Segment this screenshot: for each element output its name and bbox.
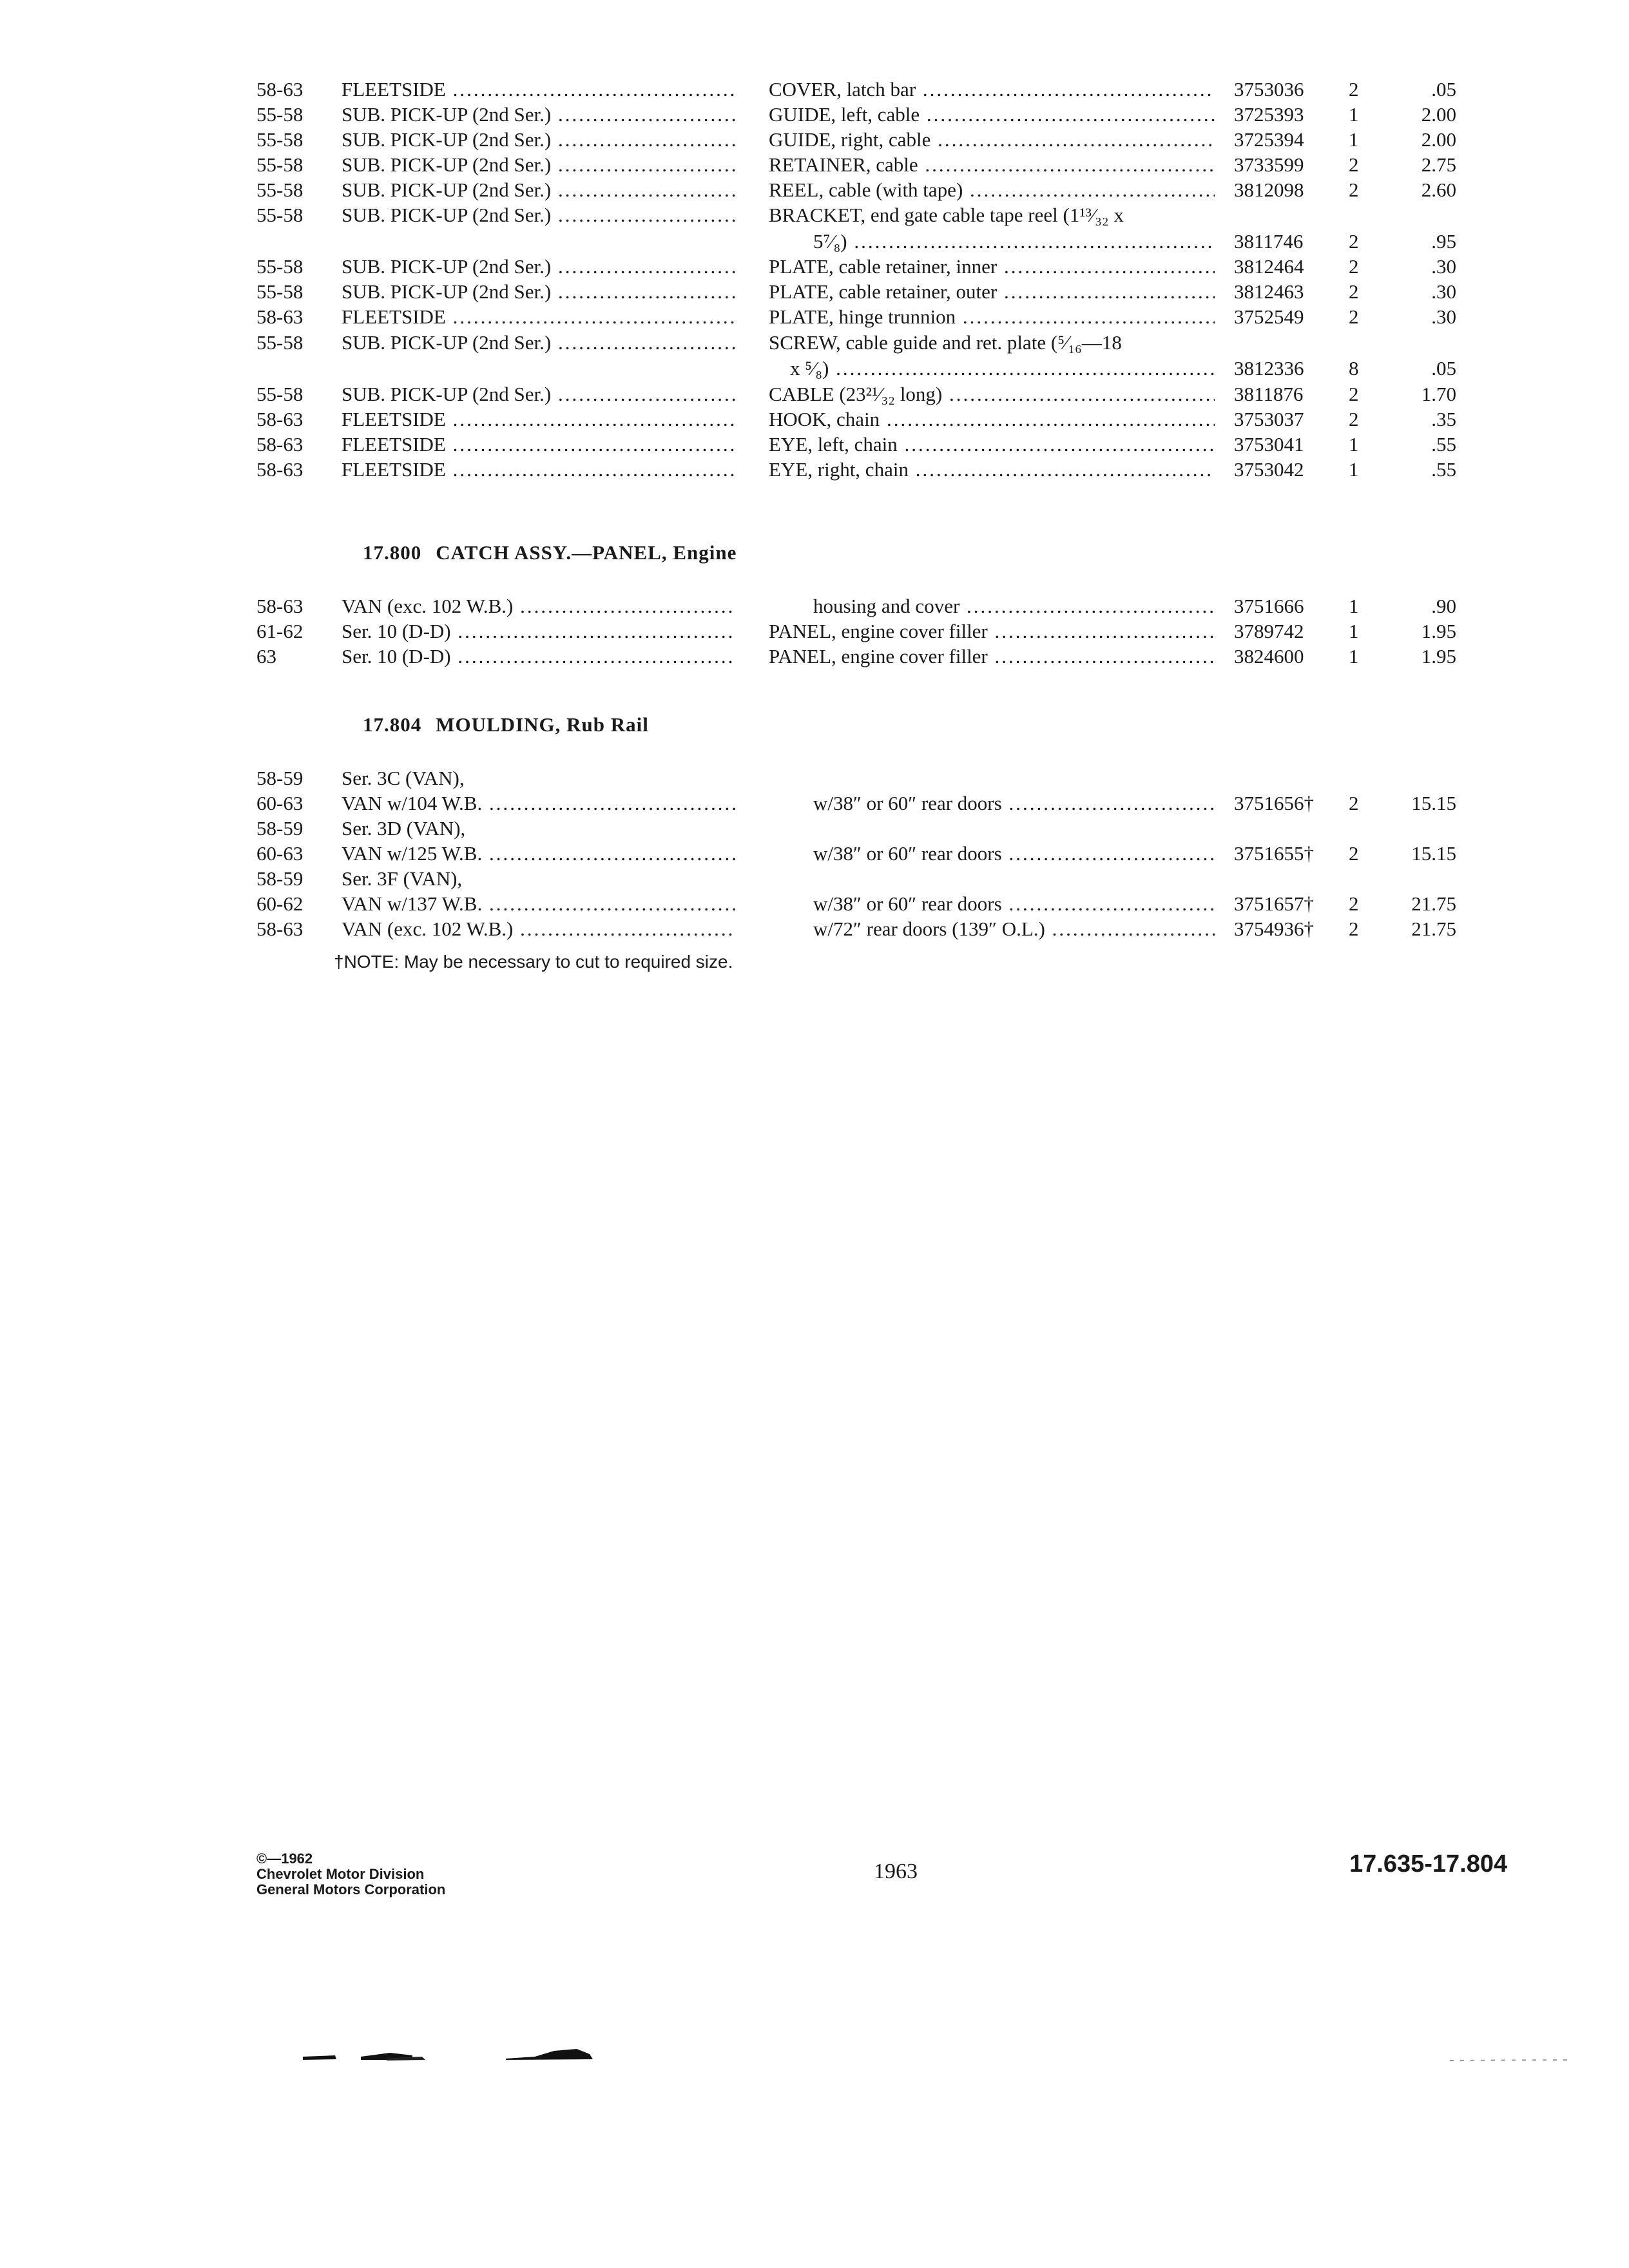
years-cell: 55-58 — [256, 103, 304, 126]
years-cell: 55-58 — [256, 331, 304, 354]
description-cell: GUIDE, right, cable ..... — [769, 127, 1215, 153]
table-row — [0, 330, 1629, 356]
section-title: CATCH ASSY.—PANEL, Engine — [436, 541, 737, 564]
table-row — [0, 791, 1629, 816]
application-cell: FLEETSIDE ..... — [342, 432, 736, 457]
table-row — [0, 407, 1629, 432]
quantity-cell: 2 — [1349, 408, 1359, 430]
part-number-cell: 3812098 — [1234, 178, 1304, 201]
catalog-year: 1963 — [874, 1860, 918, 1883]
years-cell: 60-63 — [256, 792, 304, 814]
quantity-cell: 2 — [1349, 842, 1359, 865]
price-cell: .30 — [1431, 255, 1456, 278]
part-number-cell: 3751666 — [1234, 595, 1304, 617]
application-cell: SUB. PICK-UP (2nd Ser.) ..... — [342, 254, 736, 280]
copyright-corporation: General Motors Corporation — [256, 1881, 446, 1898]
footnote: †NOTE: May be necessary to cut to required size. — [334, 952, 733, 972]
years-cell: 55-58 — [256, 153, 304, 176]
price-cell: .35 — [1431, 408, 1456, 430]
table-row — [0, 356, 1629, 381]
description-cell: housing and cover ..... — [813, 593, 1215, 619]
table-row — [0, 381, 1629, 407]
part-number-cell: 3812464 — [1234, 255, 1304, 278]
application-cell: SUB. PICK-UP (2nd Ser.) ..... — [342, 279, 736, 305]
price-cell: .30 — [1431, 305, 1456, 328]
price-cell: 21.75 — [1411, 892, 1456, 915]
section-heading-17-804 — [363, 712, 649, 738]
part-number-cell: 3751655† — [1234, 842, 1314, 865]
quantity-cell: 2 — [1349, 918, 1359, 940]
table-row — [0, 891, 1629, 917]
years-cell: 55-58 — [256, 280, 304, 303]
years-cell: 55-58 — [256, 178, 304, 201]
table-row — [0, 593, 1629, 619]
price-cell: .90 — [1431, 595, 1456, 617]
application-cell: VAN w/125 W.B. ..... — [342, 841, 736, 867]
application-cell: VAN (exc. 102 W.B.) ..... — [342, 916, 736, 942]
application-cell: FLEETSIDE ..... — [342, 407, 736, 432]
table-row — [0, 229, 1629, 255]
application-cell: Ser. 3F (VAN), — [342, 867, 463, 890]
price-cell: .55 — [1431, 433, 1456, 456]
description-cell: 5⁷⁄₈) ..... — [813, 229, 1215, 255]
quantity-cell: 1 — [1349, 645, 1359, 668]
part-number-cell: 3812336 — [1234, 357, 1304, 380]
application-cell: SUB. PICK-UP (2nd Ser.) ..... — [342, 381, 736, 407]
description-cell: COVER, latch bar ..... — [769, 77, 1215, 102]
years-cell: 58-63 — [256, 305, 304, 328]
part-number-cell: 3811746 — [1234, 230, 1304, 253]
table-row — [0, 304, 1629, 330]
price-cell: .05 — [1431, 78, 1456, 101]
part-number-cell: 3725393 — [1234, 103, 1304, 126]
price-cell: .55 — [1431, 458, 1456, 481]
years-cell: 55-58 — [256, 204, 304, 226]
quantity-cell: 1 — [1349, 595, 1359, 617]
table-row — [0, 279, 1629, 305]
price-cell: 1.95 — [1421, 620, 1456, 642]
description-cell: PLATE, hinge trunnion ..... — [769, 304, 1215, 330]
table-row — [0, 457, 1629, 483]
section-number: 17.804 — [363, 713, 422, 736]
quantity-cell: 2 — [1349, 892, 1359, 915]
application-cell: SUB. PICK-UP (2nd Ser.) ..... — [342, 177, 736, 203]
section-heading-17-800 — [363, 540, 737, 566]
quantity-cell: 2 — [1349, 255, 1359, 278]
quantity-cell: 2 — [1349, 792, 1359, 814]
part-number-cell: 3753041 — [1234, 433, 1304, 456]
description-cell: EYE, right, chain ..... — [769, 457, 1215, 483]
part-number-cell: 3725394 — [1234, 128, 1304, 151]
quantity-cell: 1 — [1349, 620, 1359, 642]
quantity-cell: 2 — [1349, 153, 1359, 176]
description-cell: PANEL, engine cover filler ..... — [769, 619, 1215, 644]
part-number-cell: 3753042 — [1234, 458, 1304, 481]
application-cell: VAN w/104 W.B. ..... — [342, 791, 736, 816]
description-cell: HOOK, chain ..... — [769, 407, 1215, 432]
scan-artifact-marks — [0, 2030, 1629, 2068]
part-number-cell: 3754936† — [1234, 918, 1314, 940]
table-row — [0, 866, 1629, 892]
table-row — [0, 644, 1629, 669]
application-cell: FLEETSIDE ..... — [342, 457, 736, 483]
part-number-cell: 3733599 — [1234, 153, 1304, 176]
price-cell: 2.00 — [1421, 103, 1456, 126]
description-cell: PLATE, cable retainer, outer ..... — [769, 279, 1215, 305]
application-cell: FLEETSIDE ..... — [342, 304, 736, 330]
application-cell: SUB. PICK-UP (2nd Ser.) ..... — [342, 202, 736, 228]
application-cell: SUB. PICK-UP (2nd Ser.) ..... — [342, 330, 736, 356]
years-cell: 55-58 — [256, 383, 304, 405]
application-cell: SUB. PICK-UP (2nd Ser.) ..... — [342, 152, 736, 178]
years-cell: 58-59 — [256, 867, 304, 890]
application-cell: VAN (exc. 102 W.B.) ..... — [342, 593, 736, 619]
quantity-cell: 1 — [1349, 433, 1359, 456]
part-number-cell: 3752549 — [1234, 305, 1304, 328]
table-row — [0, 77, 1629, 102]
price-cell: 21.75 — [1411, 918, 1456, 940]
table-row — [0, 202, 1629, 228]
part-number-cell: 3789742 — [1234, 620, 1304, 642]
price-cell: 2.60 — [1421, 178, 1456, 201]
description-cell: REEL, cable (with tape) ..... — [769, 177, 1215, 203]
description-cell: SCREW, cable guide and ret. plate (⁵⁄₁₆—18 — [769, 331, 1122, 354]
years-cell: 58-63 — [256, 433, 304, 456]
table-row — [0, 432, 1629, 457]
description-cell: x ⁵⁄₈) ..... — [790, 356, 1215, 381]
description-cell: CABLE (23²¹⁄₃₂ long) ..... — [769, 381, 1215, 407]
copyright-division: Chevrolet Motor Division — [256, 1866, 425, 1882]
years-cell: 61-62 — [256, 620, 304, 642]
table-row — [0, 102, 1629, 128]
part-number-cell: 3824600 — [1234, 645, 1304, 668]
quantity-cell: 2 — [1349, 178, 1359, 201]
part-number-cell: 3811876 — [1234, 383, 1304, 405]
years-cell: 58-63 — [256, 595, 304, 617]
price-cell: 15.15 — [1411, 792, 1456, 814]
quantity-cell: 2 — [1349, 305, 1359, 328]
price-cell: 15.15 — [1411, 842, 1456, 865]
description-cell: EYE, left, chain ..... — [769, 432, 1215, 457]
description-cell: w/38″ or 60″ rear doors ..... — [813, 841, 1215, 867]
application-cell: FLEETSIDE ..... — [342, 77, 736, 102]
table-row — [0, 816, 1629, 841]
price-cell: 1.70 — [1421, 383, 1456, 405]
application-cell: Ser. 10 (D-D) ..... — [342, 619, 736, 644]
table-row — [0, 916, 1629, 942]
application-cell: SUB. PICK-UP (2nd Ser.) ..... — [342, 102, 736, 128]
price-cell: .95 — [1431, 230, 1456, 253]
years-cell: 58-63 — [256, 458, 304, 481]
description-cell: w/38″ or 60″ rear doors ..... — [813, 791, 1215, 816]
table-row — [0, 127, 1629, 153]
quantity-cell: 2 — [1349, 280, 1359, 303]
years-cell: 63 — [256, 645, 276, 668]
price-cell: 2.00 — [1421, 128, 1456, 151]
part-number-cell: 3751656† — [1234, 792, 1314, 814]
price-cell: 2.75 — [1421, 153, 1456, 176]
description-cell: BRACKET, end gate cable tape reel (1¹³⁄₃₂ x — [769, 204, 1124, 226]
years-cell: 58-63 — [256, 918, 304, 940]
description-cell: GUIDE, left, cable ..... — [769, 102, 1215, 128]
price-cell: 1.95 — [1421, 645, 1456, 668]
table-row — [0, 152, 1629, 178]
description-cell: w/38″ or 60″ rear doors ..... — [813, 891, 1215, 917]
quantity-cell: 1 — [1349, 458, 1359, 481]
years-cell: 58-59 — [256, 817, 304, 840]
application-cell: Ser. 3C (VAN), — [342, 767, 465, 789]
years-cell: 55-58 — [256, 128, 304, 151]
part-number-cell: 3751657† — [1234, 892, 1314, 915]
price-cell: .05 — [1431, 357, 1456, 380]
years-cell: 58-63 — [256, 408, 304, 430]
price-cell: .30 — [1431, 280, 1456, 303]
table-row — [0, 254, 1629, 280]
application-cell: VAN w/137 W.B. ..... — [342, 891, 736, 917]
quantity-cell: 2 — [1349, 230, 1359, 253]
section-number: 17.800 — [363, 541, 422, 564]
description-cell: RETAINER, cable ..... — [769, 152, 1215, 178]
years-cell: 60-63 — [256, 842, 304, 865]
application-cell: SUB. PICK-UP (2nd Ser.) ..... — [342, 127, 736, 153]
years-cell: 60-62 — [256, 892, 304, 915]
application-cell: Ser. 10 (D-D) ..... — [342, 644, 736, 669]
copyright-year: ©—1962 — [256, 1850, 313, 1867]
quantity-cell: 8 — [1349, 357, 1359, 380]
table-row — [0, 619, 1629, 644]
description-cell: w/72″ rear doors (139″ O.L.) ..... — [813, 916, 1215, 942]
page-range: 17.635-17.804 — [1349, 1850, 1508, 1878]
table-row — [0, 765, 1629, 791]
quantity-cell: 1 — [1349, 128, 1359, 151]
table-row — [0, 841, 1629, 867]
quantity-cell: 2 — [1349, 78, 1359, 101]
part-number-cell: 3753037 — [1234, 408, 1304, 430]
part-number-cell: 3753036 — [1234, 78, 1304, 101]
copyright-block — [256, 1851, 445, 1898]
years-cell: 58-63 — [256, 78, 304, 101]
table-row — [0, 177, 1629, 203]
description-cell: PLATE, cable retainer, inner ..... — [769, 254, 1215, 280]
application-cell: Ser. 3D (VAN), — [342, 817, 466, 840]
quantity-cell: 1 — [1349, 103, 1359, 126]
description-cell: PANEL, engine cover filler ..... — [769, 644, 1215, 669]
section-title: MOULDING, Rub Rail — [436, 713, 649, 736]
years-cell: 58-59 — [256, 767, 304, 789]
quantity-cell: 2 — [1349, 383, 1359, 405]
part-number-cell: 3812463 — [1234, 280, 1304, 303]
years-cell: 55-58 — [256, 255, 304, 278]
